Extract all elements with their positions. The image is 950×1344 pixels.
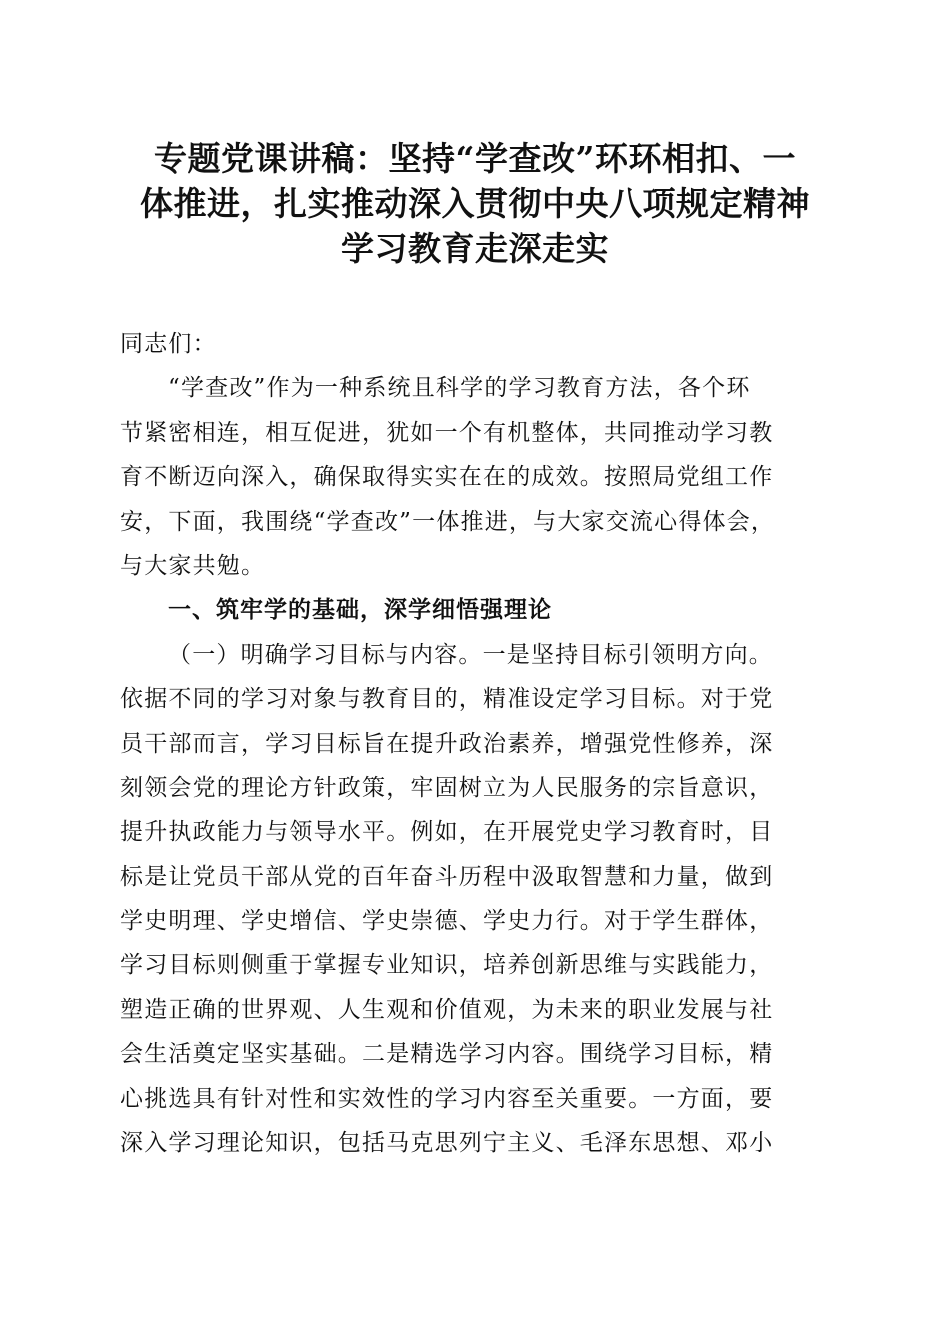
section-line: 会生活奠定坚实基础。二是精选学习内容。围绕学习目标，精 bbox=[120, 1041, 774, 1068]
section-line: （一）明确学习目标与内容。一是坚持目标引领明方向。 bbox=[168, 641, 773, 668]
salutation: 同志们： bbox=[120, 331, 217, 357]
section-line: 依据不同的学习对象与教育目的，精准设定学习目标。对于党 bbox=[120, 686, 774, 713]
section-line: 提升执政能力与领导水平。例如，在开展党史学习教育时，目 bbox=[120, 819, 774, 846]
section-heading: 一、筑牢学的基础，深学细悟强理论 bbox=[168, 596, 552, 624]
section-line: 学史明理、学史增信、学史崇德、学史力行。对于学生群体， bbox=[120, 908, 774, 935]
intro-line: 育不断迈向深入，确保取得实实在在的成效。按照局党组工作 bbox=[120, 464, 774, 491]
section-line: 学习目标则侧重于掌握专业知识，培养创新思维与实践能力， bbox=[120, 952, 774, 979]
title-line: 体推进，扎实推动深入贯彻中央八项规定精神 bbox=[140, 184, 810, 223]
section-line: 标是让党员干部从党的百年奋斗历程中汲取智慧和力量，做到 bbox=[120, 863, 774, 890]
intro-line: 节紧密相连，相互促进，犹如一个有机整体，共同推动学习教 bbox=[120, 419, 774, 446]
intro-line: 安，下面，我围绕“学查改”一体推进，与大家交流心得体会， bbox=[120, 508, 776, 535]
document-body bbox=[120, 322, 835, 1165]
intro-line: 与大家共勉。 bbox=[120, 552, 266, 579]
section-line: 刻领会党的理论方针政策，牢固树立为人民服务的宗旨意识， bbox=[120, 774, 774, 801]
intro-line: “学查改”作为一种系统且科学的学习教育方法，各个环 bbox=[168, 375, 751, 402]
title-line: 学习教育走深走实 bbox=[341, 229, 609, 268]
section-line: 心挑选具有针对性和实效性的学习内容至关重要。一方面，要 bbox=[120, 1085, 774, 1112]
section-line: 员干部而言，学习目标旨在提升政治素养，增强党性修养，深 bbox=[120, 730, 774, 757]
section-line: 塑造正确的世界观、人生观和价值观，为未来的职业发展与社 bbox=[120, 996, 774, 1023]
title-line: 专题党课讲稿：坚持“学查改”环环相扣、一 bbox=[154, 139, 796, 178]
document-title bbox=[110, 136, 840, 271]
section-line: 深入学习理论知识，包括马克思列宁主义、毛泽东思想、邓小 bbox=[120, 1130, 774, 1157]
